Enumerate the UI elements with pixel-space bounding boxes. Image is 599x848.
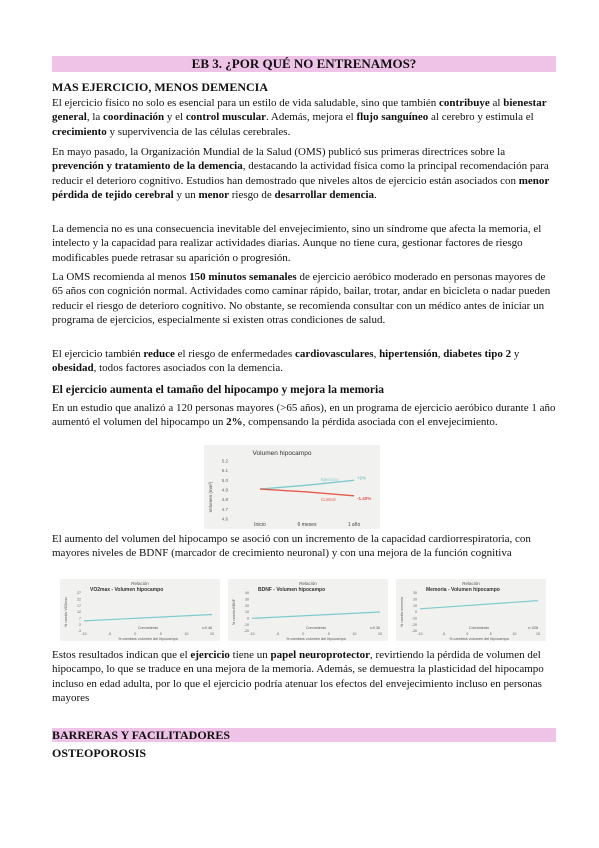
chart-heading: Relación [299,581,317,586]
section-heading-demencia: MAS EJERCICIO, MENOS DEMENCIA [52,80,269,94]
x-tick-label: 0 [134,632,137,636]
y-tick-label: -20 [243,629,249,634]
section-heading-barreras: BARRERAS Y FACILITADORES [52,728,556,742]
y-tick-label: 4.7 [221,506,228,512]
y-tick-label: 4.8 [221,497,228,503]
y-tick-label: 30 [413,591,417,596]
series-change-label: -1.40% [357,495,372,501]
y-tick-label: -20 [411,622,417,627]
chart-title: BDNF - Volumen hipocampo [258,587,326,593]
y-tick-label: 5.1 [221,468,228,474]
y-tick-label: 12 [77,610,81,615]
series-name-label: Ejercicio [321,477,339,483]
x-tick-label: -5 [441,632,446,636]
x-tick-label: 15 [210,632,214,636]
x-tick-label: -5 [107,632,112,636]
y-tick-label: -3 [77,629,81,634]
series-line-control [260,489,354,496]
section-heading-osteoporosis: OSTEOPOROSIS [52,746,147,760]
correlation-label: r=0.36 [369,626,380,630]
y-tick-label: 10 [245,610,249,615]
chart-heading: Relación [131,581,149,586]
growth-annotation: Crecimiento [137,626,159,630]
paragraph-recomendacion: La OMS recomienda al menos 150 minutos semanales de ejercicio aeróbico moderado en personas mayores de 65 años con cognición normal. Actividades como caminar rápido, bailar, trotar, andar en bicicleta o nadar pueden reducir el riesgo de deterioro cognitivo. No obstante, se recomienda consultar con un médico antes de iniciar un programa de ejercicios, especialmente si existen otras condiciones de salud. [52,271,551,327]
y-tick-label: 7 [79,616,81,621]
chart-heading: Relación [462,581,480,586]
paragraph-conclusion: Estos resultados indican que el ejercicio tiene un papel neuroprotector, revirtiendo la pérdida de volumen del hipocampo, lo que se traduce en una mejora de la memoria. Además, se demuestra la plasticidad del hipocampo incluso en edad adulta, por lo que el ejercicio podría atenuar los efectos del envejecimiento incluso en personas mayores [52,649,544,705]
growth-annotation: Crecimiento [468,626,490,630]
x-axis-label: % cambios volumen del hipocampo [118,637,178,641]
x-tick-label: 1 año [347,522,361,528]
paragraph-demencia: La demencia no es una consecuencia inevitable del envejecimiento, sino un síndrome que afecta la memoria, el intelecto y la capacidad para realizar actividades diarias. Aunque no tiene cura, gestionar factores de riesgo modificables puede retrasar su aparición o progresión. [52,223,542,264]
x-tick-label: 0 [302,632,305,636]
y-tick-label: 30 [245,597,249,602]
regression-line [84,615,212,621]
regression-line [420,601,538,609]
growth-annotation: Crecimiento [305,626,327,630]
series-name-label: Control [321,496,336,502]
y-tick-label: 0 [415,610,417,615]
y-tick-label: 2 [79,622,81,627]
x-tick-label: 15 [378,632,382,636]
y-tick-label: -30 [411,629,417,634]
regression-line [252,612,380,618]
chart-title: Volumen hipocampo [252,450,312,457]
chart-title: VO2max - Volumen hipocampo [90,587,164,593]
y-tick-label: 20 [245,603,249,608]
x-tick-label: -10 [81,632,87,636]
y-tick-label: 17 [77,603,81,608]
chart-bdnf [228,579,388,641]
x-tick-label: -10 [249,632,255,636]
x-tick-label: 5 [489,632,492,636]
y-tick-label: 40 [245,591,249,596]
y-tick-label: 0 [247,616,249,621]
x-axis-label: % cambios volumen del hipocampo [449,637,509,641]
x-tick-label: 15 [536,632,540,636]
y-tick-label: 27 [77,591,81,596]
y-tick-label: 5.0 [221,477,228,483]
chart-volumen-hipocampo [204,445,380,529]
y-axis-label: % cambio memoria [400,597,404,627]
y-tick-label: 20 [413,597,417,602]
paragraph-bdnf: El aumento del volumen del hipocampo se asoció con un incremento de la capacidad cardiorrespiratoria, con mayores niveles de BDNF (marcador de crecimiento neuronal) y con una mejora de la función cognitiva [52,533,531,560]
paragraph-oms: En mayo pasado, la Organización Mundial de la Salud (OMS) publicó sus primeras directrices sobre la prevención y tratamiento de la demencia, destacando la actividad física como la principal recomendación para reducir el deterioro cognitivo. Estudios han demostrado que niveles altos de ejercicio están asociados con menor pérdida de tejido cerebral y un menor riesgo de desarrollar demencia. [52,146,550,202]
x-tick-label: -5 [275,632,280,636]
x-tick-label: 5 [327,632,330,636]
x-tick-label: Inicio [254,522,266,528]
y-tick-label: 10 [413,603,417,608]
series-line-ejercicio [260,480,354,489]
y-tick-label: 4.6 [221,516,228,522]
y-axis-label: % cambio BDNF [232,599,236,625]
x-tick-label: 10 [352,632,357,636]
series-change-label: +2% [357,475,367,481]
x-tick-label: 10 [184,632,189,636]
x-tick-label: 6 meses [297,522,317,528]
correlation-label: r=.028 [527,626,538,630]
x-axis-label: % cambios volumen del hipocampo [286,637,346,641]
x-tick-label: 0 [466,632,469,636]
y-tick-label: -10 [243,622,249,627]
y-axis-label: Volumen (mm³) [208,481,213,513]
subheading-hipocampo: El ejercicio aumenta el tamaño del hipocampo y mejora la memoria [52,384,384,396]
paragraph-riesgos: El ejercicio también reduce el riesgo de enfermedades cardiovasculares, hipertensión, diabetes tipo 2 y obesidad, todos factores asociados con la demencia. [52,348,520,375]
chart-vo2max [60,579,220,641]
chart-title: Memoria - Volumen hipocampo [426,587,500,593]
x-tick-label: 5 [159,632,162,636]
paragraph-intro: El ejercicio físico no solo es esencial para un estilo de vida saludable, sino que también contribuye al bienestar general, la coordinación y el control muscular. Además, mejora el flujo sanguíneo al cerebro y estimula el crecimiento y supervivencia de las células cerebrales. [52,97,547,138]
y-axis-label: % cambio VO2max [64,597,68,627]
y-tick-label: -10 [411,616,417,621]
chart-memoria [396,579,546,641]
x-tick-label: -10 [417,632,423,636]
page-title: EB 3. ¿POR QUÉ NO ENTRENAMOS? [52,56,556,72]
correlation-label: r=0.46 [201,626,212,630]
y-tick-label: 5.2 [221,458,228,464]
x-tick-label: 10 [512,632,517,636]
y-tick-label: 22 [77,597,81,602]
y-tick-label: 4.9 [221,487,228,493]
paragraph-estudio: En un estudio que analizó a 120 personas mayores (>65 años), en un programa de ejercicio aeróbico durante 1 año aumentó el volumen del hipocampo un 2%, compensando la pérdida asociada con el envejecimiento. [52,402,556,429]
